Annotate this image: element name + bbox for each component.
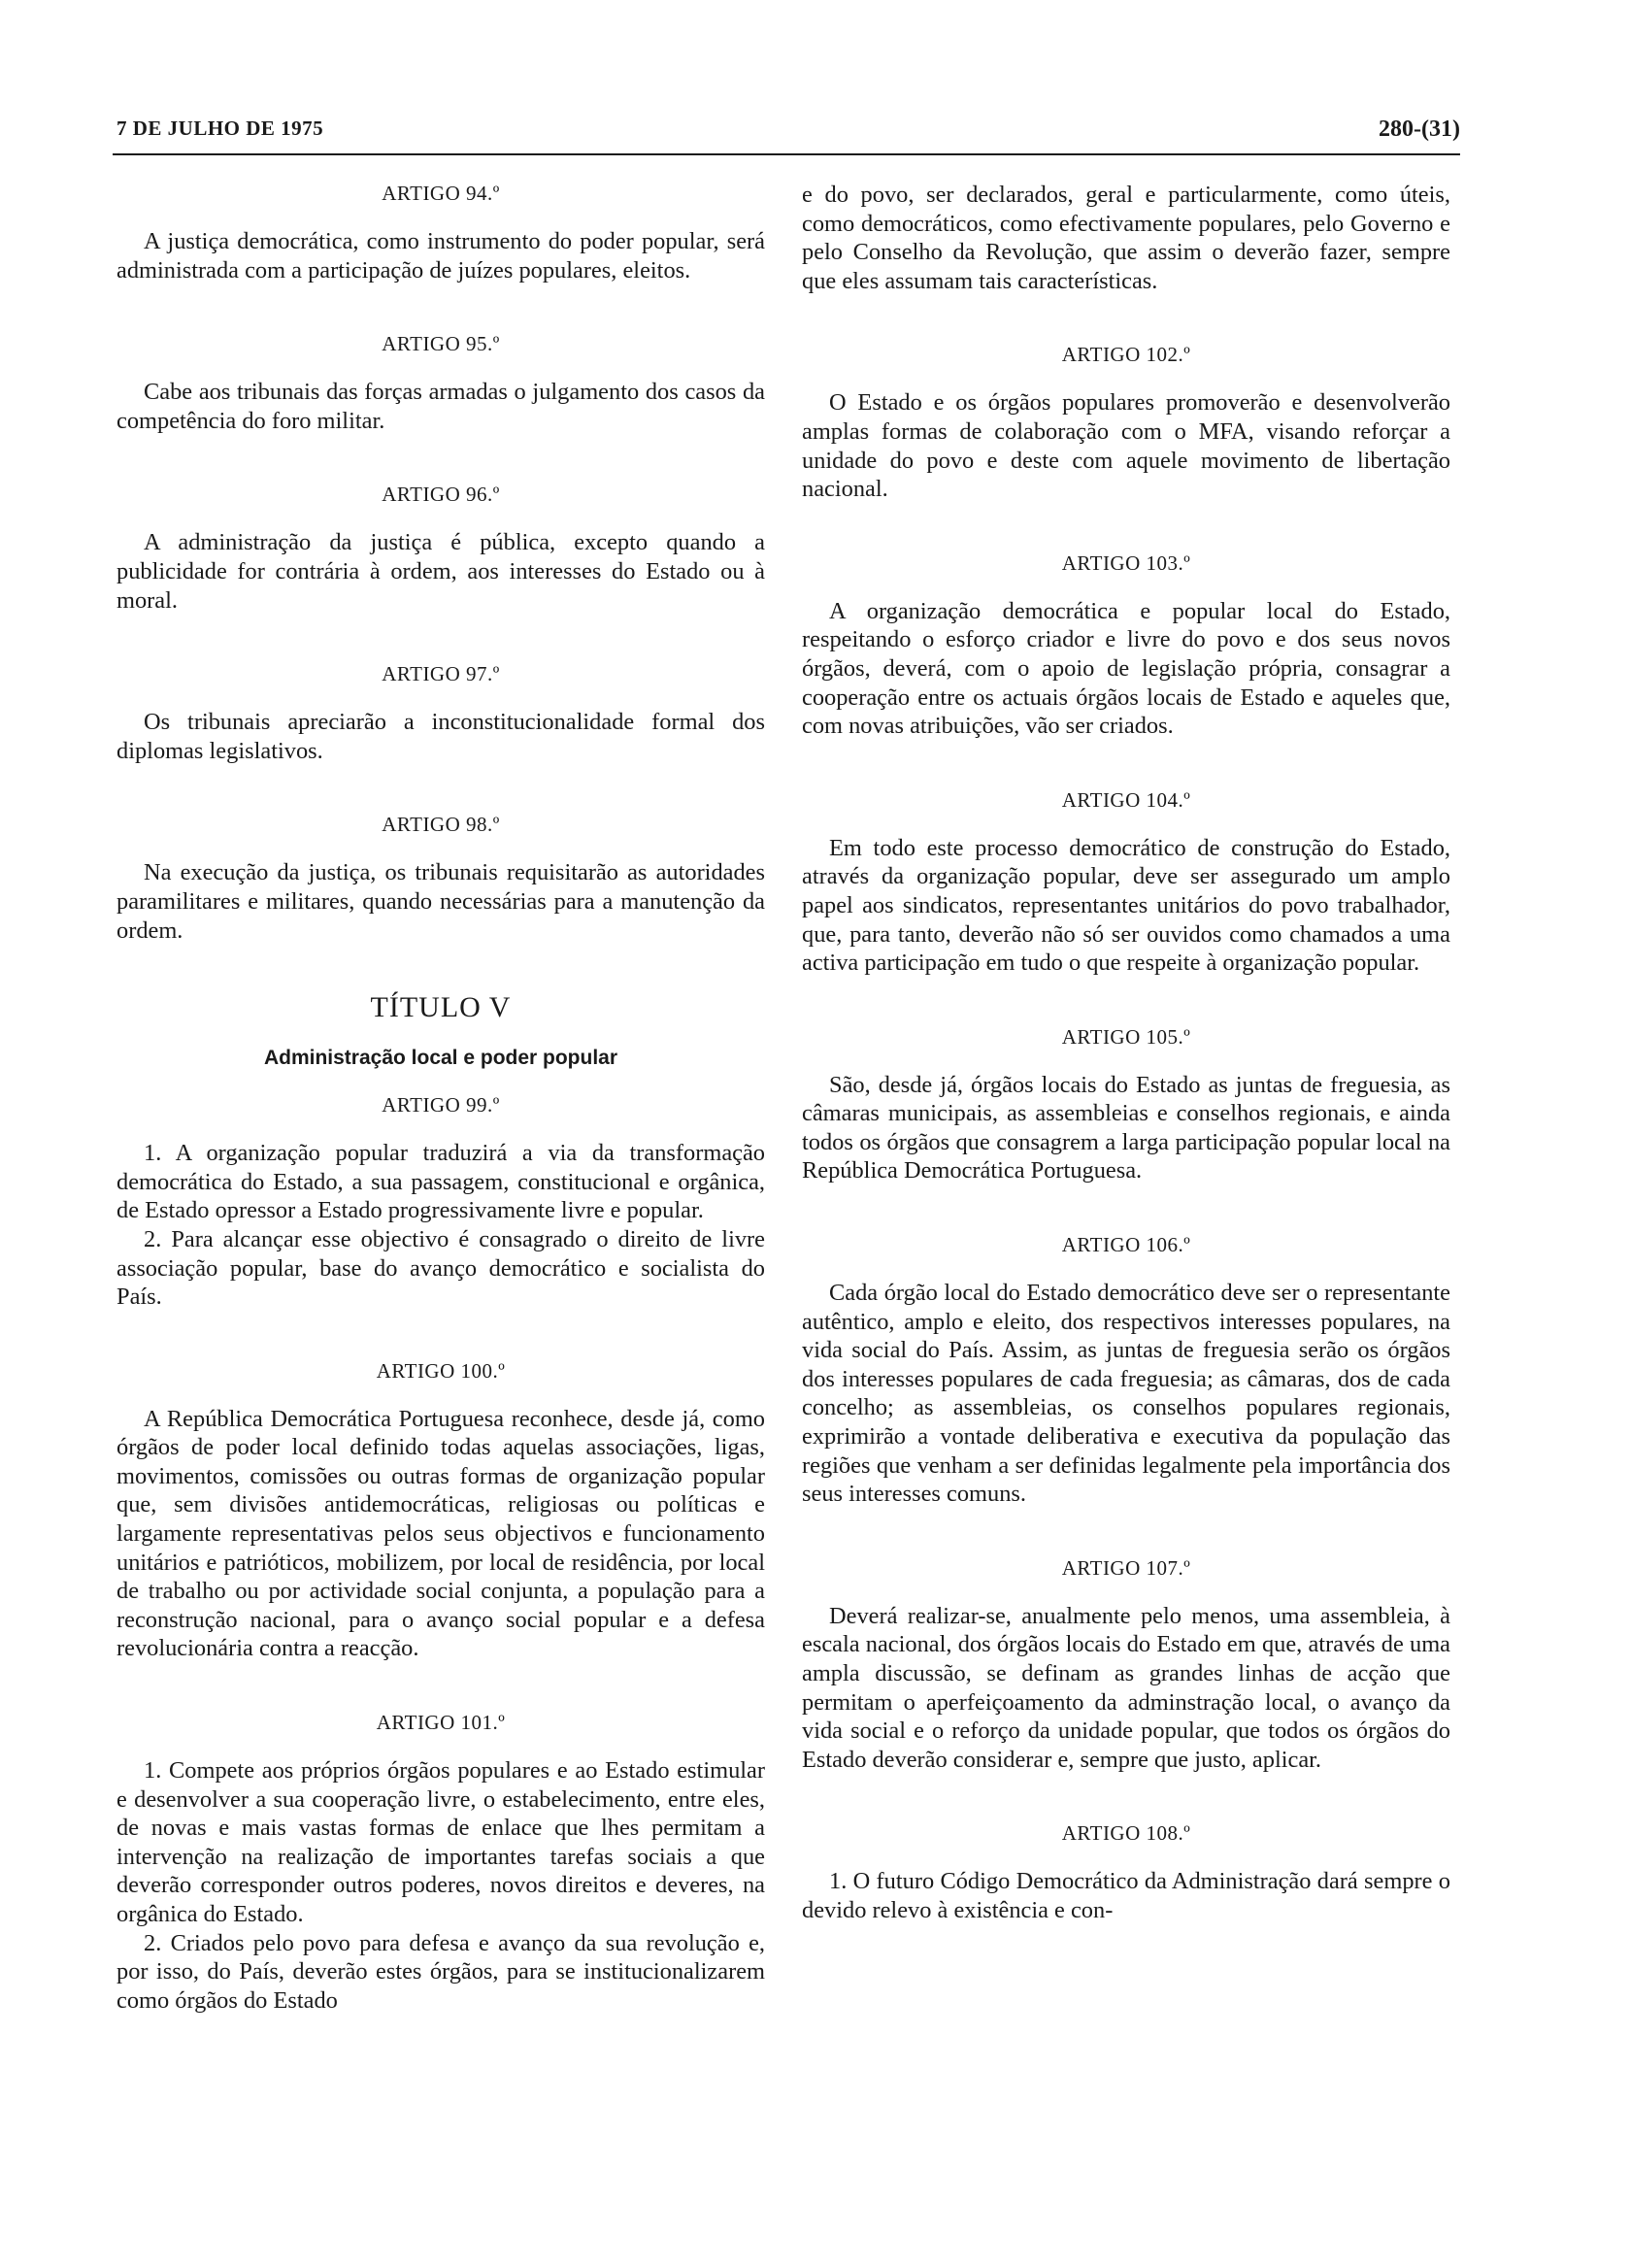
article-paragraph: Os tribunais apreciarão a inconstitucionalidade formal dos diplomas legislativos. <box>116 709 765 764</box>
article-paragraph: 1. O futuro Código Democrático da Administração dará sempre o devido relevo à existência e con- <box>802 1868 1450 1923</box>
article-block <box>116 661 765 765</box>
article-title: ARTIGO 97.º <box>382 662 500 686</box>
article-paragraph: A justiça democrática, como instrumento do poder popular, será administrada com a participação de juízes populares, eleitos. <box>116 228 765 284</box>
article-block <box>802 1024 1450 1185</box>
article-title: ARTIGO 102.º <box>1061 343 1191 367</box>
article-block <box>802 1232 1450 1509</box>
titulo-heading: TÍTULO V <box>370 991 512 1024</box>
article-block <box>116 812 765 945</box>
article-paragraph: Em todo este processo democrático de construção do Estado, através da organização popular, deve ser assegurado um amplo papel aos sindicatos, representantes unitários do povo trabalhador, que, para tanto, deverão não só ser ouvidos como chamados a uma activa participação em tudo o que respeite à organização popular. <box>802 834 1450 977</box>
article-title: ARTIGO 106.º <box>1061 1233 1191 1257</box>
right-column <box>802 181 1450 1972</box>
article-paragraph: Na execução da justiça, os tribunais requisitarão as autoridades paramilitares e militares, quando necessárias para a manutenção da ordem. <box>116 859 765 944</box>
article-paragraph: A administração da justiça é pública, excepto quando a publicidade for contrária à ordem, aos interesses do Estado ou à moral. <box>116 529 765 614</box>
continuation-paragraph: e do povo, ser declarados, geral e particularmente, como úteis, como democráticos, como efectivamente populares, pelo Governo e pelo Conselho da Revolução, que assim o deverão fazer, sempre que eles assumam tais características. <box>802 182 1450 294</box>
article-block <box>802 787 1450 978</box>
article-paragraph: 2. Para alcançar esse objectivo é consagrado o direito de livre associação popular, base do avanço democrático e socialista do País. <box>116 1225 765 1311</box>
article-block <box>116 1710 765 2015</box>
article-paragraph: 1. A organização popular traduzirá a via da transformação democrática do Estado, a sua passagem, constitucional e orgânica, de Estado opressor a Estado progressivamente livre e popular. <box>116 1140 765 1224</box>
article-block <box>802 1820 1450 1924</box>
header-date: 7 DE JULHO DE 1975 <box>116 117 324 140</box>
titulo-subtitle: Administração local e poder popular <box>263 1047 618 1070</box>
article-paragraph: 2. Criados pelo povo para defesa e avanço da sua revolução e, por isso, do País, deverão estes órgãos, para se institucionalizarem como órgãos do Estado <box>116 1929 765 2014</box>
article-title: ARTIGO 99.º <box>382 1093 500 1117</box>
article-paragraph: 1. Compete aos próprios órgãos populares e ao Estado estimular e desenvolver a sua cooperação livre, o estabelecimento, entre eles, de novas e mais vastas formas de enlace que lhes permitam a intervenção na realização de importantes tarefas sociais a que deverão corresponder outros poderes, novos direitos e deveres, na orgânica do Estado. <box>116 1757 765 1927</box>
article-block <box>802 550 1450 741</box>
page-header <box>113 109 1460 155</box>
article-paragraph: A organização democrática e popular local do Estado, respeitando o esforço criador e livre do povo e dos seus novos órgãos, deverá, com o apoio de legislação própria, consagrar a cooperação entre os actuais órgãos locais de Estado e aqueles que, com novas atribuições, vão ser criados. <box>802 597 1450 740</box>
article-paragraph: São, desde já, órgãos locais do Estado as juntas de freguesia, as câmaras municipais, as assembleias e conselhos regionais, e ainda todos os órgãos que consagrem a larga participação popular local na República Democrática Portuguesa. <box>802 1071 1450 1184</box>
continuation-block <box>802 181 1450 295</box>
article-title: ARTIGO 96.º <box>382 483 500 507</box>
article-block <box>116 1092 765 1312</box>
article-title: ARTIGO 104.º <box>1061 787 1191 812</box>
article-block <box>116 181 765 284</box>
article-block <box>802 1555 1450 1775</box>
article-paragraph: Cabe aos tribunais das forças armadas o julgamento dos casos da competência do foro militar. <box>116 379 765 434</box>
article-title: ARTIGO 105.º <box>1061 1024 1191 1049</box>
article-title: ARTIGO 100.º <box>376 1358 506 1383</box>
article-paragraph: O Estado e os órgãos populares promoverão e desenvolverão amplas formas de colaboração com o MFA, visando reforçar a unidade do povo e deste com aquele movimento de libertação nacional. <box>802 389 1450 503</box>
article-title: ARTIGO 107.º <box>1061 1555 1191 1580</box>
page-number: 280-(31) <box>1379 117 1460 142</box>
article-title: ARTIGO 95.º <box>382 332 500 356</box>
article-title: ARTIGO 98.º <box>382 813 500 837</box>
article-title: ARTIGO 101.º <box>376 1711 506 1735</box>
article-paragraph: A República Democrática Portuguesa reconhece, desde já, como órgãos de poder local definido todas aquelas associações, ligas, movimentos, comissões ou outras formas de organização popular que, sem divisões antidemocráticas, religiosas ou políticas e largamente representativas pelos seus objectivos e funcionamento unitários e patrióticos, mobilizem, por local de residência, por local de trabalho ou por actividade social conjunta, a população para a reconstrução nacional, para o avanço social popular e a defesa revolucionária contra a reacção. <box>116 1405 765 1662</box>
article-block <box>116 1358 765 1663</box>
article-title: ARTIGO 108.º <box>1061 1821 1191 1846</box>
article-block <box>116 331 765 435</box>
article-block <box>116 482 765 615</box>
article-paragraph: Deverá realizar-se, anualmente pelo menos, uma assembleia, à escala nacional, dos órgãos locais do Estado em que, através de uma ampla discussão, se definam as grandes linhas de acção que permitam o aperfeiçoamento da adminstração local, o avanço da vida social e o reforço da unidade popular, que todos os órgãos do Estado deverão considerar e, sempre que justo, aplicar. <box>802 1602 1450 1773</box>
article-title: ARTIGO 103.º <box>1061 550 1191 575</box>
article-block <box>802 342 1450 503</box>
article-paragraph: Cada órgão local do Estado democrático deve ser o representante autêntico, amplo e eleito, dos respectivos interesses populares, na vida social do País. Assim, as juntas de freguesia serão os órgãos dos interesses populares de cada freguesia; as câmaras, dos de cada concelho; as assembleias, os conselhos populares regionais, exprimirão a vontade deliberativa e executiva da população das regiões que venham a ser definidas legalmente pela importância dos seus interesses comuns. <box>802 1280 1450 1508</box>
article-title: ARTIGO 94.º <box>382 182 500 205</box>
left-column <box>116 181 765 2061</box>
